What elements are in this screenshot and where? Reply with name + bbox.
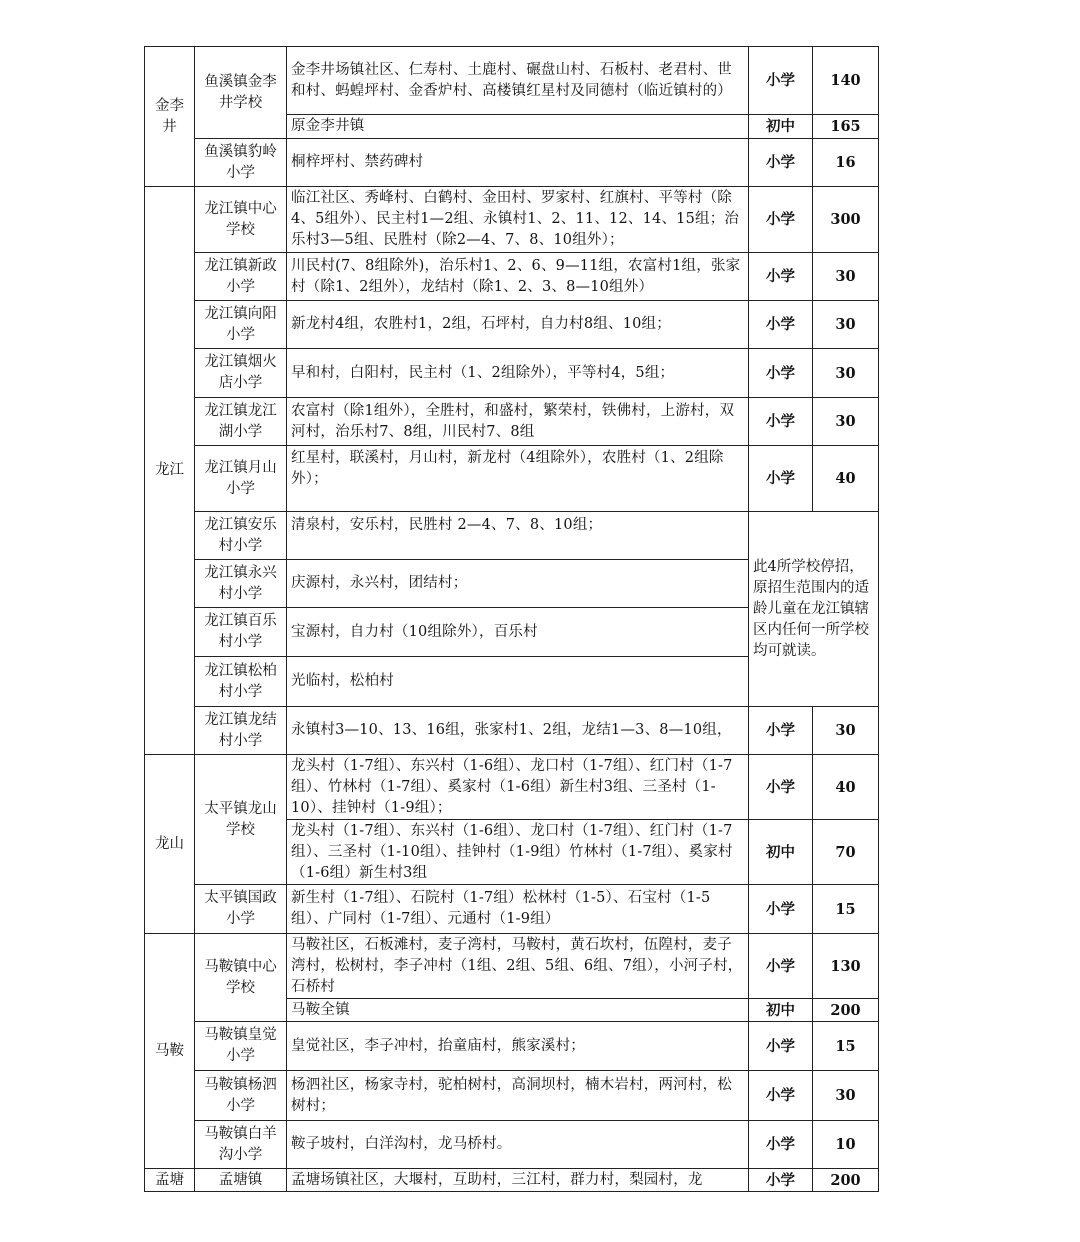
quota-cell: 30	[813, 301, 879, 349]
area-cell: 原金李井镇	[287, 115, 749, 139]
quota-cell: 300	[813, 187, 879, 253]
table-row	[145, 349, 879, 398]
area-cell: 桐梓坪村、禁药碑村	[287, 139, 749, 187]
quota-cell: 30	[813, 398, 879, 446]
table-row	[145, 934, 879, 999]
school-cell: 龙江镇中心学校	[195, 187, 287, 253]
area-cell: 新生村（1-7组）、石院村（1-7组）松林村（1-5）、石宝村（1-5组）、广同村（1-7组）、元通村（1-9组）	[287, 885, 749, 934]
school-cell: 马鞍镇皇觉小学	[195, 1022, 287, 1071]
school-cell: 龙江镇百乐村小学	[195, 608, 287, 657]
area-cell: 临江社区、秀峰村、白鹤村、金田村、罗家村、红旗村、平等村（除4、5组外）、民主村1—2组、永镇村1、2、11、12、14、15组；治乐村3—5组、民胜村（除2—4、7、8、10组外）；	[287, 187, 749, 253]
school-cell: 马鞍镇白羊沟小学	[195, 1121, 287, 1169]
school-cell: 龙江镇松柏村小学	[195, 657, 287, 707]
area-cell: 宝源村，自力村（10组除外），百乐村	[287, 608, 749, 657]
school-cell: 孟塘镇	[195, 1169, 287, 1192]
area-cell: 马鞍全镇	[287, 999, 749, 1022]
area-cell: 清泉村，安乐村，民胜村 2—4、7、8、10组；	[287, 512, 749, 560]
quota-cell: 200	[813, 1169, 879, 1192]
table-row	[145, 885, 879, 934]
level-cell: 小学	[749, 253, 813, 301]
quota-cell: 130	[813, 934, 879, 999]
level-cell: 小学	[749, 1169, 813, 1192]
level-cell: 小学	[749, 398, 813, 446]
table-row	[145, 301, 879, 349]
quota-cell: 200	[813, 999, 879, 1022]
level-cell: 小学	[749, 1121, 813, 1169]
area-cell: 永镇村3—10、13、16组，张家村1、2组，龙结1—3、8—10组，	[287, 707, 749, 755]
table-row	[145, 512, 879, 560]
school-cell: 龙江镇向阳小学	[195, 301, 287, 349]
level-cell: 小学	[749, 1071, 813, 1121]
level-cell: 小学	[749, 187, 813, 253]
school-cell: 龙江镇龙结村小学	[195, 707, 287, 755]
level-cell: 小学	[749, 446, 813, 512]
table-row	[145, 139, 879, 187]
school-cell: 龙江镇永兴村小学	[195, 560, 287, 608]
school-cell: 鱼溪镇金李井学校	[195, 47, 287, 139]
level-cell: 小学	[749, 1022, 813, 1071]
level-cell: 初中	[749, 115, 813, 139]
school-cell: 太平镇龙山学校	[195, 755, 287, 885]
town-cell: 孟塘	[145, 1169, 195, 1192]
level-cell: 小学	[749, 885, 813, 934]
school-cell: 龙江镇烟火店小学	[195, 349, 287, 398]
school-cell: 马鞍镇杨泗小学	[195, 1071, 287, 1121]
quota-cell: 140	[813, 47, 879, 115]
area-cell: 孟塘场镇社区，大堰村，互助村，三江村，群力村，梨园村，龙	[287, 1169, 749, 1192]
area-cell: 龙头村（1-7组）、东兴村（1-6组）、龙口村（1-7组）、红门村（1-7组）、三圣村（1-10组）、挂钟村（1-9组）竹林村（1-7组）、奚家村（1-6组）新生村3组	[287, 820, 749, 885]
school-cell: 马鞍镇中心学校	[195, 934, 287, 1022]
quota-cell: 40	[813, 446, 879, 512]
town-cell: 龙江	[145, 187, 195, 755]
enrollment-table	[144, 46, 879, 1192]
quota-cell: 165	[813, 115, 879, 139]
table-row	[145, 1022, 879, 1071]
level-cell: 初中	[749, 999, 813, 1022]
area-cell: 杨泗社区，杨家寺村，驼柏树村，高洞坝村，楠木岩村，两河村，松树村；	[287, 1071, 749, 1121]
quota-cell: 40	[813, 755, 879, 820]
table-row	[145, 47, 879, 115]
table-row	[145, 253, 879, 301]
level-cell: 小学	[749, 755, 813, 820]
level-cell: 小学	[749, 934, 813, 999]
town-cell: 马鞍	[145, 934, 195, 1169]
school-cell: 龙江镇月山小学	[195, 446, 287, 512]
table-row	[145, 187, 879, 253]
table-row	[145, 707, 879, 755]
area-cell: 光临村，松柏村	[287, 657, 749, 707]
school-cell: 太平镇国政小学	[195, 885, 287, 934]
area-cell: 庆源村，永兴村，团结村；	[287, 560, 749, 608]
area-cell: 皇觉社区，李子冲村，抬童庙村，熊家溪村；	[287, 1022, 749, 1071]
suspension-note: 此4所学校停招，原招生范围内的适龄儿童在龙江镇辖区内任何一所学校均可就读。	[749, 512, 879, 707]
town-cell: 金李井	[145, 47, 195, 187]
table-row	[145, 1071, 879, 1121]
school-cell: 鱼溪镇豹岭小学	[195, 139, 287, 187]
area-cell: 龙头村（1-7组）、东兴村（1-6组）、龙口村（1-7组）、红门村（1-7组）、竹林村（1-7组）、奚家村（1-6组）新生村3组、三圣村（1-10）、挂钟村（1-9组）；	[287, 755, 749, 820]
quota-cell: 30	[813, 707, 879, 755]
table-row	[145, 398, 879, 446]
area-cell: 金李井场镇社区、仁寿村、土鹿村、碾盘山村、石板村、老君村、世和村、蚂蝗坪村、金香炉村、高楼镇红星村及同德村（临近镇村的）	[287, 47, 749, 115]
level-cell: 小学	[749, 349, 813, 398]
town-cell: 龙山	[145, 755, 195, 934]
level-cell: 小学	[749, 301, 813, 349]
table-row	[145, 446, 879, 512]
quota-cell: 10	[813, 1121, 879, 1169]
area-cell: 川民村(7、8组除外)，治乐村1、2、6、9—11组，农富村1组，张家村（除1、2组外），龙结村（除1、2、3、8—10组外）	[287, 253, 749, 301]
area-cell: 新龙村4组，农胜村1，2组，石坪村，自力村8组、10组；	[287, 301, 749, 349]
level-cell: 初中	[749, 820, 813, 885]
quota-cell: 30	[813, 1071, 879, 1121]
quota-cell: 15	[813, 885, 879, 934]
table-row	[145, 1121, 879, 1169]
level-cell: 小学	[749, 707, 813, 755]
school-cell: 龙江镇新政小学	[195, 253, 287, 301]
level-cell: 小学	[749, 47, 813, 115]
area-cell: 早和村，白阳村，民主村（1、2组除外），平等村4，5组；	[287, 349, 749, 398]
table-row	[145, 1169, 879, 1192]
area-cell: 鞍子坡村，白洋沟村，龙马桥村。	[287, 1121, 749, 1169]
level-cell: 小学	[749, 139, 813, 187]
school-cell: 龙江镇安乐村小学	[195, 512, 287, 560]
table-row	[145, 755, 879, 820]
area-cell: 红星村，联溪村，月山村，新龙村（4组除外），农胜村（1、2组除外）；	[287, 446, 749, 512]
school-cell: 龙江镇龙江湖小学	[195, 398, 287, 446]
area-cell: 农富村（除1组外），全胜村，和盛村，繁荣村，铁佛村，上游村，双河村，治乐村7、8组，川民村7、8组	[287, 398, 749, 446]
quota-cell: 15	[813, 1022, 879, 1071]
quota-cell: 30	[813, 349, 879, 398]
quota-cell: 16	[813, 139, 879, 187]
quota-cell: 30	[813, 253, 879, 301]
quota-cell: 70	[813, 820, 879, 885]
area-cell: 马鞍社区，石板滩村，麦子湾村，马鞍村，黄石坎村，伍隍村，麦子湾村，松树村，李子冲村（1组、2组、5组、6组、7组），小河子村，石桥村	[287, 934, 749, 999]
